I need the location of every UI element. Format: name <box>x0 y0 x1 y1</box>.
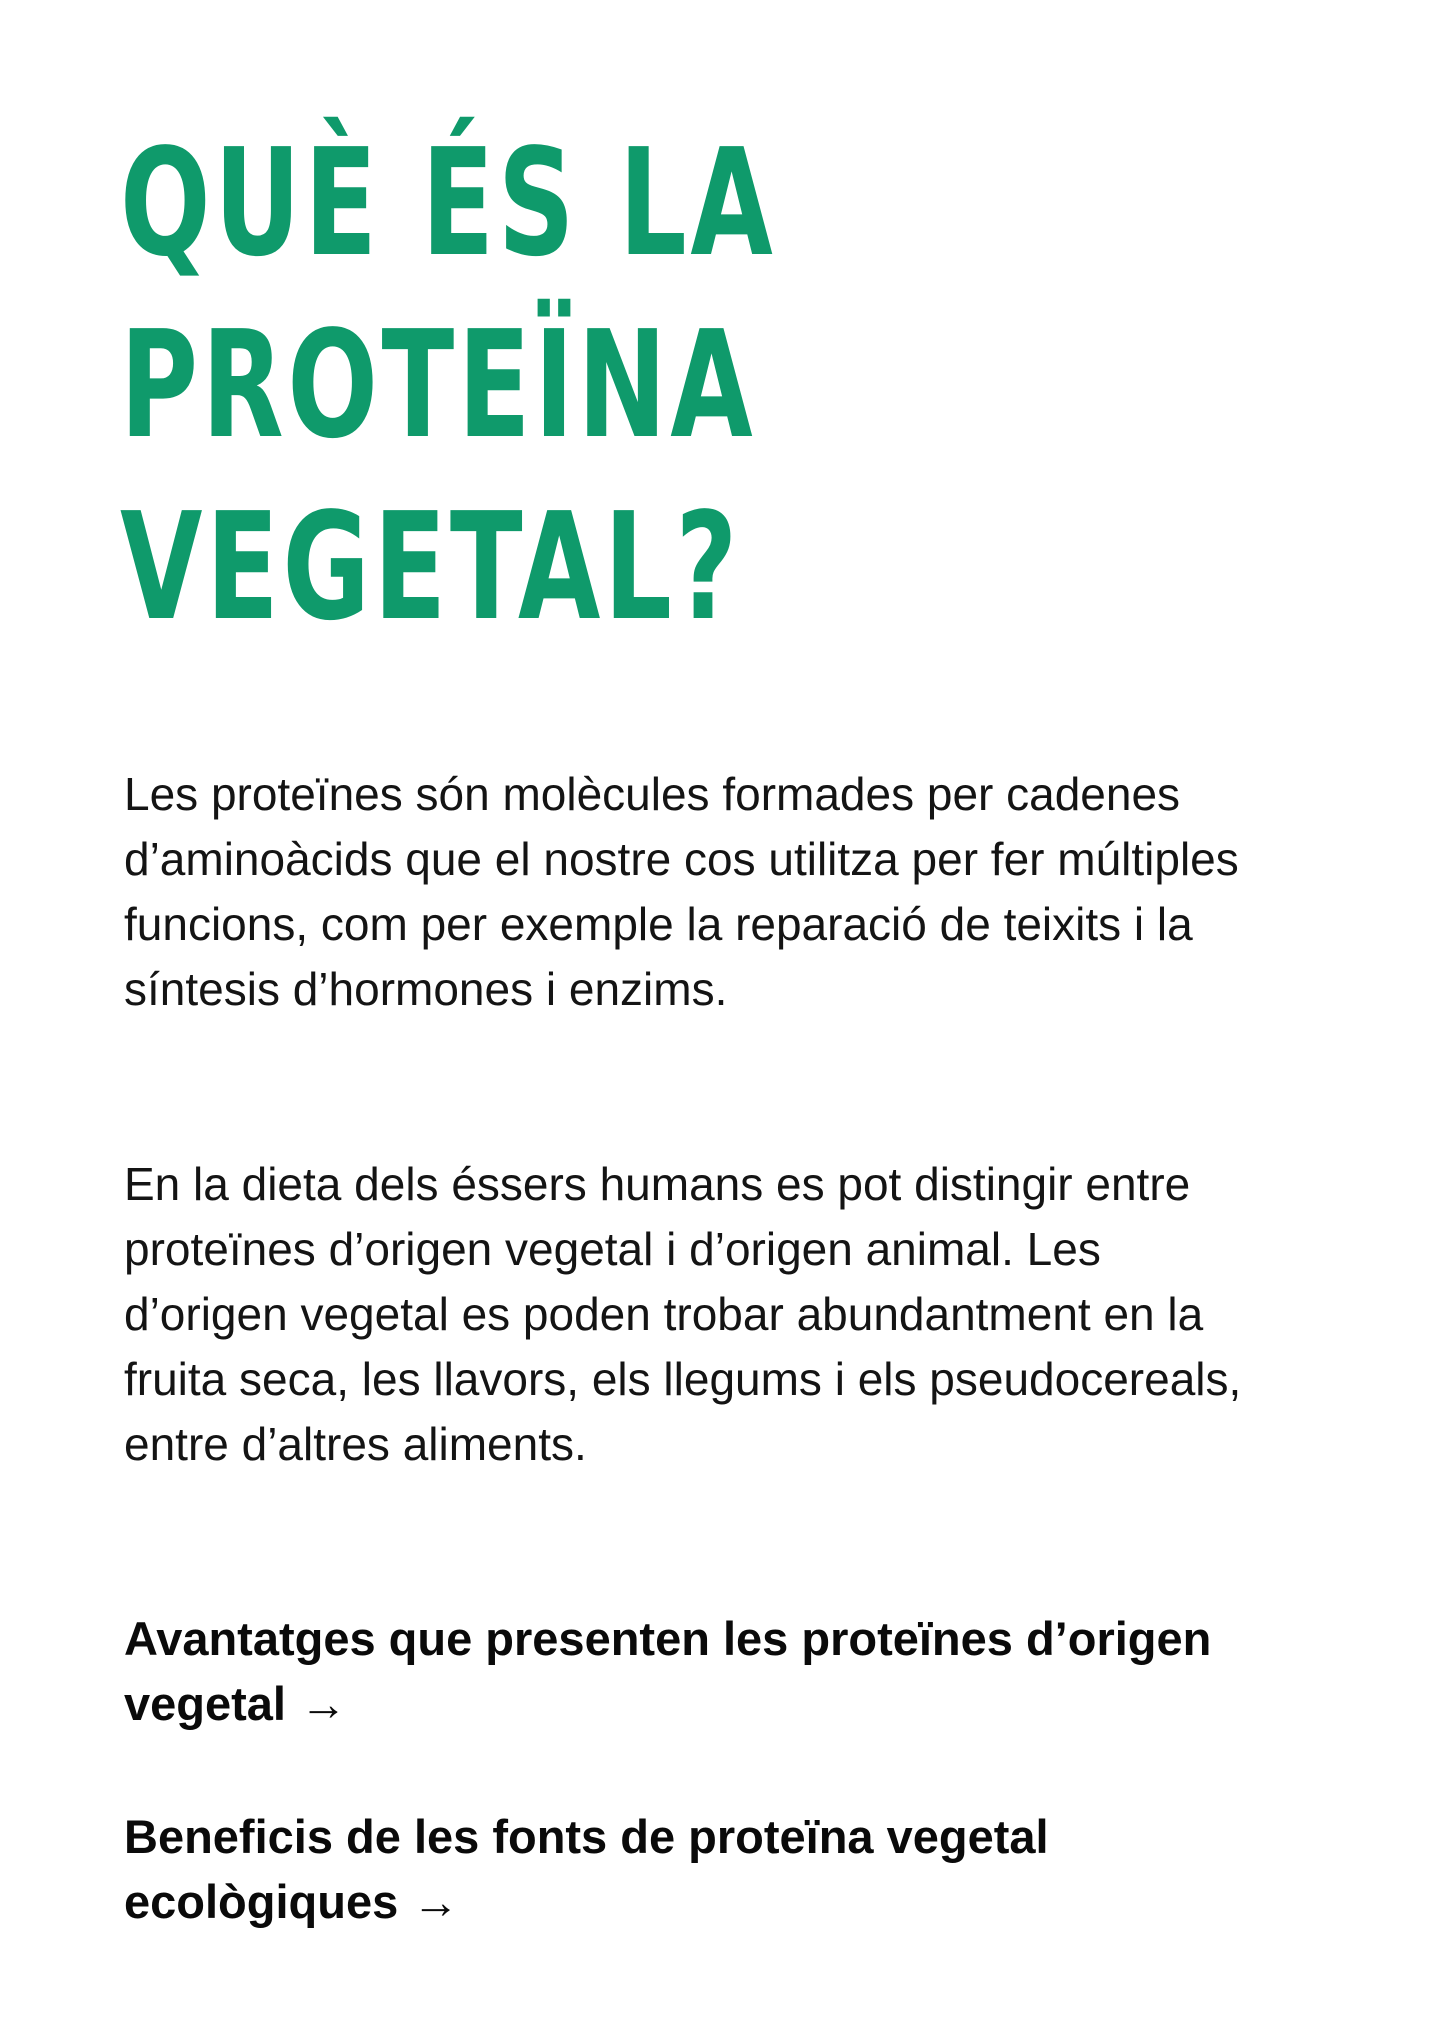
intro-paragraph: Les proteïnes són molècules formades per cadenes d’aminoàcids que el nostre cos utilitza per fer múltiples funcions, com per exemple la reparació de teixits i la síntesis d’hormones i enzims. <box>124 768 1239 1015</box>
title-line-1: QUÈ ÉS LA <box>120 117 777 289</box>
title-line-3: VEGETAL? <box>120 481 741 653</box>
benefits-link[interactable] <box>124 1804 1284 1934</box>
benefits-link-label: Beneficis de les fonts de proteïna vegetal ecològiques <box>124 1810 1049 1928</box>
arrow-right-icon: → <box>299 1677 347 1730</box>
page-title <box>120 112 776 658</box>
advantages-link-label: Avantatges que presenten les proteïnes d’origen vegetal <box>124 1612 1212 1730</box>
arrow-right-icon: → <box>412 1875 460 1928</box>
advantages-link[interactable] <box>124 1606 1284 1736</box>
diet-paragraph: En la dieta dels éssers humans es pot distingir entre proteïnes d’origen vegetal i d’origen animal. Les d’origen vegetal es poden trobar abundantment en la fruita seca, les llavors, els llegums i els pseudocereals, entre d’altres aliments. <box>124 1158 1242 1470</box>
title-line-2: PROTEÏNA <box>120 299 757 471</box>
